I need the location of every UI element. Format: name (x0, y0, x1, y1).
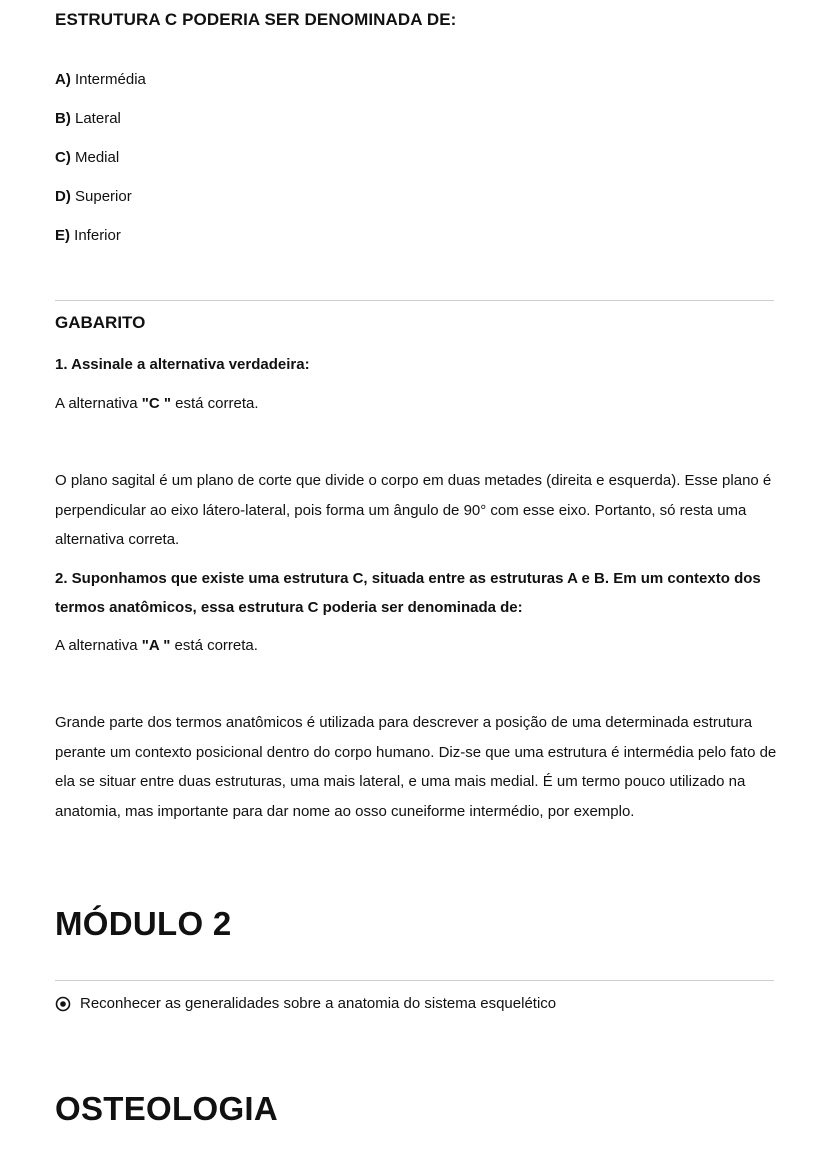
module-objective (55, 995, 556, 1012)
gabarito-question-1: 1. Assinale a alternativa verdadeira: (55, 356, 310, 373)
option-letter: E) (55, 227, 70, 244)
option-text: Inferior (74, 227, 121, 244)
question-heading: ESTRUTURA C PODERIA SER DENOMINADA DE: (55, 10, 457, 29)
gabarito-title: GABARITO (55, 313, 146, 332)
section-divider (55, 300, 774, 301)
answer-options (55, 70, 146, 265)
option-text: Medial (75, 149, 120, 166)
option-a (55, 70, 146, 109)
option-letter: B) (55, 110, 71, 127)
gabarito-answer-2 (55, 636, 258, 656)
answer-prefix: A alternativa (55, 395, 142, 412)
option-letter: D) (55, 188, 71, 205)
target-radio-icon (55, 996, 71, 1012)
answer-letter: "A " (141, 637, 171, 654)
answer-suffix: está correta. (170, 395, 259, 412)
module-title: MÓDULO 2 (55, 905, 232, 942)
gabarito-answer-1 (55, 394, 259, 414)
option-d (55, 187, 146, 226)
option-e (55, 226, 146, 265)
option-letter: A) (55, 71, 71, 88)
option-b (55, 109, 146, 148)
answer-prefix: A alternativa (55, 637, 142, 654)
answer-letter: "C " (141, 395, 171, 412)
option-text: Superior (75, 188, 132, 205)
gabarito-question-2: 2. Suponhamos que existe uma estrutura C, situada entre as estruturas A e B. Em um contexto dos termos anatômicos, essa estrutura C poderia ser denominada de: (55, 570, 761, 616)
gabarito-explanation-2: Grande parte dos termos anatômicos é utilizada para descrever a posição de uma determinada estrutura perante um contexto posicional dentro do corpo humano. Diz-se que uma estrutura é intermédia pelo fato de ela se situar entre duas estruturas, uma mais lateral, e uma mais medial. É um termo pouco utilizado na anatomia, mas importante para dar nome ao osso cuneiforme intermédio, por exemplo. (55, 714, 777, 820)
module-divider (55, 980, 774, 981)
answer-suffix: está correta. (170, 637, 258, 654)
section-title: OSTEOLOGIA (55, 1090, 279, 1127)
objective-text: Reconhecer as generalidades sobre a anatomia do sistema esquelético (80, 995, 557, 1012)
option-text: Intermédia (75, 71, 146, 88)
option-c (55, 148, 146, 187)
gabarito-explanation-1: O plano sagital é um plano de corte que divide o corpo em duas metades (direita e esquerda). Esse plano é perpendicular ao eixo látero-lateral, pois forma um ângulo de 90° com esse eixo. Portanto, só resta uma alternativa correta. (55, 472, 772, 548)
option-letter: C) (55, 149, 71, 166)
option-text: Lateral (75, 110, 121, 127)
